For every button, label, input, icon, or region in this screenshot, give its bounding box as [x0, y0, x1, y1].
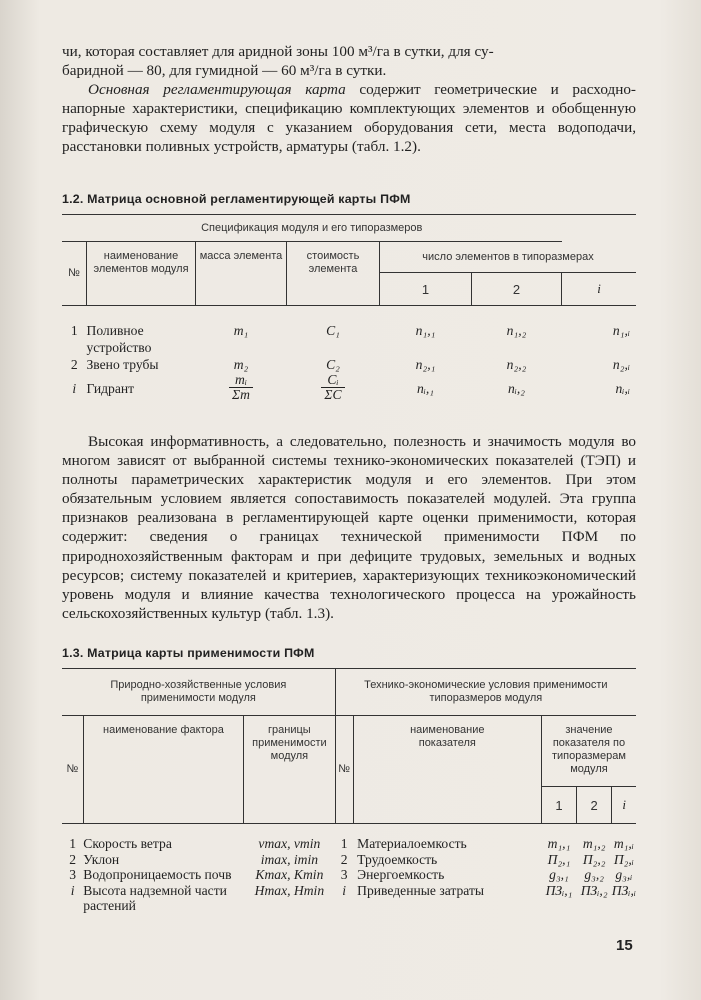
table2-row2-vi: П₂,ᵢ: [613, 851, 634, 867]
table2-row4-num: i: [70, 882, 75, 898]
page-number: 15: [616, 937, 633, 954]
table1-row3-cost-top: Cᵢ: [321, 373, 344, 388]
intro-text: [62, 42, 636, 157]
table-row: [62, 852, 636, 868]
table2-row3-factor: Водопроницаемость почв: [83, 867, 232, 882]
intro-paragraph-rest: содержит геометрические и расходно-напорные характеристики, спецификацию комплектующих элементов и обобщенную графическую схему модуля с указанием оборудования сети, места водоподачи, расстановки поливных устройств, арматуры (табл. 1.2).: [62, 81, 636, 156]
table2-row1-indicator: Материалоемкость: [357, 836, 467, 851]
table2-row2-factor: Уклон: [83, 851, 120, 867]
intro-line-2: баридной — 80, для гумидной — 60 м³/га в сутки.: [62, 62, 387, 80]
table1-row2-num: 2: [70, 357, 78, 372]
table2-row3-num: 3: [69, 867, 77, 882]
table1-row1-name: Поливное устройство: [86, 323, 152, 355]
table1-row3-mass-bottom: Σm: [232, 387, 250, 402]
intro-line-1: чи, которая составляет для аридной зоны 100 м³/га в сутки, для су-: [62, 43, 494, 60]
table2-row2-v1: П₂,₁: [547, 851, 571, 867]
table1-row1-v1: n₁,₁: [415, 323, 436, 338]
table2-row4-vi: ПЗᵢ,ᵢ: [611, 882, 636, 898]
table2-row4-indicator: Приведенные затраты: [357, 882, 485, 898]
table2-row4-factor: Высота надземной части растений: [83, 882, 227, 913]
table2-row2-num: 2: [69, 851, 77, 867]
table1-row3-num: i: [72, 380, 77, 396]
table1-row3-cost-bottom: ΣC: [324, 387, 342, 402]
table-row: [62, 322, 636, 356]
table1-col-count: число элементов в типоразмерах: [380, 242, 637, 273]
table2-row2-v2: П₂,₂: [582, 851, 606, 867]
table-row: [62, 373, 636, 403]
table1-row3-v1: nᵢ,₁: [416, 380, 435, 396]
table2-row1-v1: m₁,₁: [547, 836, 571, 851]
table1-row2-v2: n₂,₂: [506, 357, 527, 372]
table2-row1-num: 1: [69, 836, 77, 851]
table2-row4-limits: Hmax, Hmin: [254, 882, 325, 898]
intro-italic-lead: Основная регламентирующая карта: [88, 81, 346, 99]
table1-sub-col-1: 1: [380, 273, 472, 306]
table2-col-values: значение показателя по типоразмерам модуля: [541, 716, 636, 787]
table1-sub-col-i: i: [562, 273, 637, 306]
table1-row2-v1: n₂,₁: [415, 357, 436, 372]
intro-paragraph: [62, 80, 636, 156]
table-row: [62, 356, 636, 373]
table1-row1-mass: m₁: [233, 323, 249, 338]
table2-row3-v2: g₃,₂: [584, 867, 604, 882]
table2-right-header: Технико-экономические условия применимости типоразмеров модуля: [335, 669, 636, 716]
table1-row3-mass-fraction: [229, 373, 253, 402]
table2-row3-limits: Kmax, Kmin: [255, 867, 324, 882]
table1-caption: 1.2. Матрица основной регламентирующей карты ПФМ: [62, 192, 411, 206]
table1-row2-name: Звено трубы: [86, 357, 159, 372]
table2-col-limits: границы применимости модуля: [244, 716, 336, 824]
table2-row4-num2: i: [342, 882, 347, 898]
table1-row3-vi: nᵢ,ᵢ: [615, 380, 630, 396]
table1-row1-num: 1: [70, 323, 78, 338]
table2-sub-col-i: i: [612, 787, 636, 824]
table2-row4-v2: ПЗᵢ,₂: [580, 882, 608, 898]
table1-row2-vi: n₂,ᵢ: [612, 357, 630, 372]
table2-row3-vi: g₃,ᵢ: [615, 867, 633, 882]
table2-row1-factor: Скорость ветра: [83, 836, 172, 851]
table1-sub-col-2: 2: [472, 273, 562, 306]
table1-row3-v2: nᵢ,₂: [507, 380, 526, 396]
table2-row1-limits: vmax, vmin: [258, 836, 321, 851]
table1-row1-cost: C₁: [326, 323, 340, 338]
table1-row2-cost: C₂: [326, 357, 340, 372]
table2-col-factor: наименование фактора: [83, 716, 243, 824]
table2-row1-num2: 1: [340, 836, 348, 851]
table2: [62, 668, 636, 914]
table2-col-indicator: наименование показателя: [353, 716, 541, 824]
table2-col-num2: №: [335, 716, 353, 824]
table1-row2-mass: m₂: [233, 357, 249, 372]
table2-row3-indicator: Энергоемкость: [357, 867, 445, 882]
table1-row1-v2: n₁,₂: [506, 323, 527, 338]
table2-row1-vi: m₁,ᵢ: [613, 836, 634, 851]
table-row: [62, 867, 636, 883]
table2-row2-num2: 2: [340, 851, 348, 867]
table1-col-num: №: [62, 242, 87, 306]
table1-col-name: наименование элементов модуля: [87, 242, 196, 306]
middle-text: [62, 432, 636, 623]
table-row: [62, 883, 636, 914]
table2-row2-indicator: Трудоемкость: [357, 851, 438, 867]
table2-row3-num2: 3: [340, 867, 348, 882]
table1-row3-cost-fraction: [321, 373, 344, 402]
table1-row1-vi: n₁,ᵢ: [612, 323, 630, 338]
table2-sub-col-1: 1: [541, 787, 576, 824]
table2-row3-v1: g₃,₁: [549, 867, 569, 882]
table1-row3-name: Гидрант: [86, 380, 135, 396]
table2-left-header: Природно-хозяйственные условия применимости модуля: [62, 669, 335, 716]
table1-spec-header: Спецификация модуля и его типоразмеров: [62, 215, 562, 242]
table1-col-mass: масса элемента: [196, 242, 287, 306]
middle-paragraph: Высокая информативность, а следовательно, полезность и значимость модуля во многом зависят от выбранной системы технико-экономических показателей (ТЭП) и полноты параметрических характеристик модуля и его элементов. При этом обязательным условием является сопоставимость показателей модулей. Эта группа признаков реализована в регламентирующей карте оценки применимости, которая содержит: сведения о границах технической применимости ПФМ по природнохозяйственным факторам и при дефиците трудовых, земельных и водных ресурсов; систему показателей и критериев, характеризующих техникоэкономический уровень модуля и влияние качества технологического процесса на урожайность сельскохозяйственных культур (табл. 1.3).: [62, 433, 636, 622]
table1-row3-mass-top: mᵢ: [229, 373, 253, 388]
table2-row2-limits: imax, imin: [260, 851, 319, 867]
table-row: [62, 836, 636, 852]
table2-caption: 1.3. Матрица карты применимости ПФМ: [62, 646, 315, 660]
table2-row4-v1: ПЗᵢ,₁: [545, 882, 573, 898]
table1-col-cost: стоимость элемента: [287, 242, 380, 306]
table2-sub-col-2: 2: [577, 787, 612, 824]
table1: [62, 214, 636, 403]
table2-col-num: №: [62, 716, 83, 824]
table2-row1-v2: m₁,₂: [582, 836, 606, 851]
